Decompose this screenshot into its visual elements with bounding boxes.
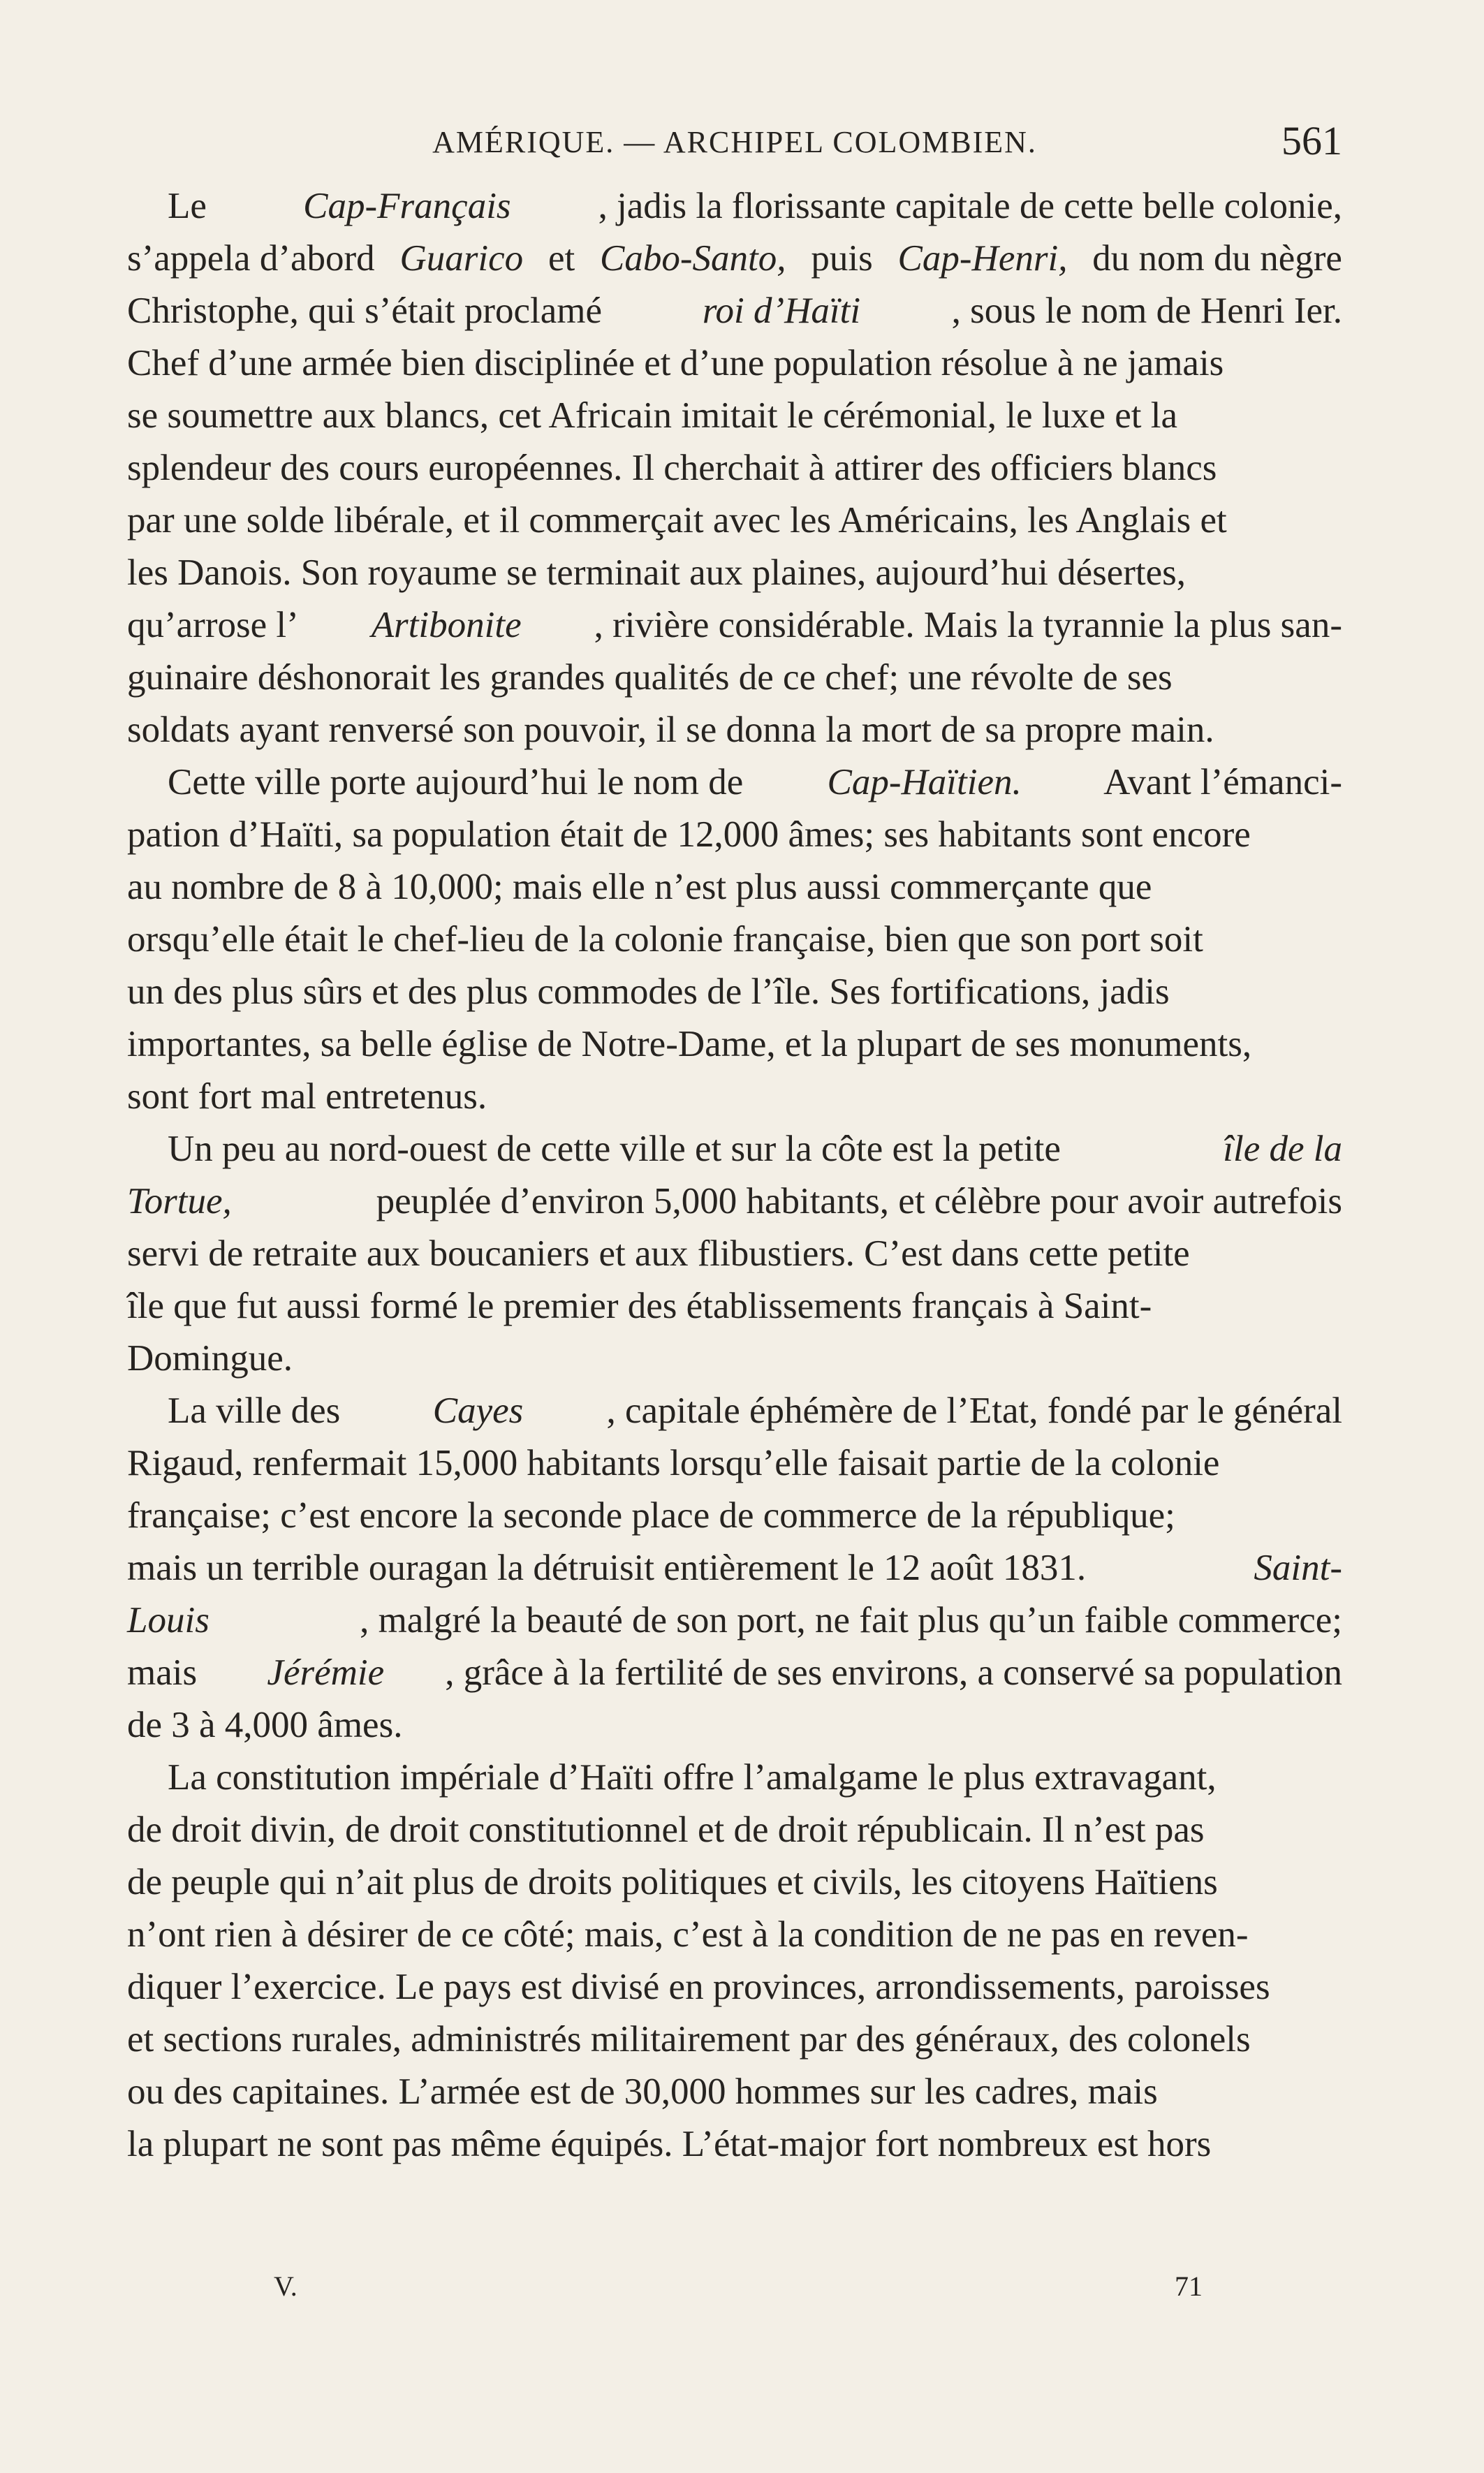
text-segment: Domingue.: [127, 1338, 293, 1379]
text-line: [127, 704, 1342, 756]
text-line: [127, 180, 1342, 233]
text-line: [127, 599, 1342, 652]
text-segment: mais un terrible ouragan la détruisit entièrement le 12 août 1831.: [127, 1548, 1096, 1588]
text-segment: La ville des: [168, 1390, 350, 1431]
text-line: [127, 966, 1342, 1018]
text-segment: du nom du nègre: [1083, 238, 1342, 279]
text-line: [127, 1175, 1342, 1228]
text-line: [127, 233, 1342, 285]
text-segment: par une solde libérale, et il commerçait avec les Américains, les Anglais et: [127, 500, 1227, 541]
text-line: [127, 1228, 1342, 1280]
italic-text: île de la: [1223, 1129, 1342, 1169]
text-segment: qu’arrose l’: [127, 605, 299, 645]
text-segment: ou des capitaines. L’armée est de 30,000 hommes sur les cadres, mais: [127, 2071, 1158, 2112]
text-line: [127, 1071, 1342, 1123]
text-segment: Rigaud, renfermait 15,000 habitants lorsqu’elle faisait partie de la colonie: [127, 1443, 1220, 1483]
text-segment: diquer l’exercice. Le pays est divisé en provinces, arrondissements, paroisses: [127, 1967, 1270, 2007]
italic-text: Saint-: [1254, 1548, 1342, 1588]
text-segment: de peuple qui n’ait plus de droits politiques et civils, les citoyens Haïtiens: [127, 1862, 1218, 1902]
text-line: [127, 1909, 1342, 1961]
text-line: [127, 1699, 1342, 1752]
text-line: [127, 1647, 1342, 1699]
text-segment: , jadis la florissante capitale de cette belle colonie,: [598, 186, 1342, 226]
text-segment: pation d’Haïti, sa population était de 12,000 âmes; ses habitants sont encore: [127, 814, 1251, 855]
text-line: [127, 1804, 1342, 1856]
text-segment: île que fut aussi formé le premier des établissements français à Saint-: [127, 1286, 1152, 1326]
text-segment: orsqu’elle était le chef-lieu de la colonie française, bien que son port soit: [127, 919, 1203, 960]
italic-text: Cap-Haïtien.: [827, 762, 1022, 802]
text-segment: mais: [127, 1652, 207, 1693]
text-line: [127, 1856, 1342, 1909]
text-line: [127, 913, 1342, 966]
text-segment: soldats ayant renversé son pouvoir, il se donna la mort de sa propre main.: [127, 710, 1214, 750]
text-segment: splendeur des cours européennes. Il cherchait à attirer des officiers blancs: [127, 448, 1217, 488]
text-segment: guinaire déshonorait les grandes qualités de ce chef; une révolte de ses: [127, 657, 1173, 698]
text-line: [127, 1385, 1342, 1437]
text-segment: , rivière considérable. Mais la tyrannie la plus san-: [594, 605, 1342, 645]
text-segment: Avant l’émanci-: [1096, 762, 1342, 802]
text-line: [127, 2118, 1342, 2171]
text-segment: de 3 à 4,000 âmes.: [127, 1705, 403, 1745]
text-line: [127, 390, 1342, 442]
signature-mark: V.: [274, 2270, 297, 2302]
italic-text: roi d’Haïti: [702, 291, 861, 331]
italic-text: Tortue,: [127, 1181, 232, 1221]
text-segment: n’ont rien à désirer de ce côté; mais, c’est à la condition de ne pas en reven-: [127, 1914, 1249, 1955]
text-line: [127, 1752, 1342, 1804]
italic-text: Artibonite: [371, 605, 522, 645]
text-segment: et sections rurales, administrés militairement par des généraux, des colonels: [127, 2019, 1251, 2060]
text-line: [127, 1123, 1342, 1175]
text-line: [127, 442, 1342, 494]
running-title: AMÉRIQUE. — ARCHIPEL COLOMBIEN.: [432, 125, 1037, 159]
text-line: [127, 1018, 1342, 1071]
text-segment: Christophe, qui s’était proclamé: [127, 291, 612, 331]
text-segment: peuplée d’environ 5,000 habitants, et célèbre pour avoir autrefois: [367, 1181, 1342, 1221]
text-segment: s’appela d’abord: [127, 238, 384, 279]
text-segment: la plupart ne sont pas même équipés. L’état-major fort nombreux est hors: [127, 2124, 1212, 2164]
text-segment: se soumettre aux blancs, cet Africain imitait le cérémonial, le luxe et la: [127, 395, 1178, 436]
text-segment: Un peu au nord-ouest de cette ville et sur la côte est la petite: [168, 1129, 1071, 1169]
italic-text: Cayes: [432, 1390, 524, 1431]
page-footer: [127, 2270, 1342, 2312]
text-line: [127, 337, 1342, 390]
text-segment: et: [538, 238, 585, 279]
text-line: [127, 494, 1342, 547]
text-segment: puis: [802, 238, 882, 279]
text-line: [127, 1961, 1342, 2013]
text-segment: de droit divin, de droit constitutionnel et de droit républicain. Il n’est pas: [127, 1810, 1205, 1850]
text-segment: française; c’est encore la seconde place de commerce de la république;: [127, 1495, 1175, 1536]
text-segment: un des plus sûrs et des plus commodes de l’île. Ses fortifications, jadis: [127, 971, 1170, 1012]
body-text: [127, 180, 1342, 2171]
italic-text: Louis: [127, 1600, 210, 1641]
text-line: [127, 2013, 1342, 2066]
page-number: 561: [1281, 118, 1342, 163]
text-line: [127, 547, 1342, 599]
folio-number: 71: [1175, 2270, 1203, 2302]
text-line: [127, 1280, 1342, 1333]
text-line: [127, 756, 1342, 809]
italic-text: Cap-Français: [303, 186, 511, 226]
text-segment: La constitution impériale d’Haïti offre l’amalgame le plus extravagant,: [168, 1757, 1217, 1798]
text-segment: Chef d’une armée bien disciplinée et d’une population résolue à ne jamais: [127, 343, 1224, 383]
text-segment: , grâce à la fertilité de ses environs, a conservé sa population: [445, 1652, 1342, 1693]
italic-text: Cap-Henri,: [897, 238, 1068, 279]
text-segment: Cette ville porte aujourd’hui le nom de: [168, 762, 753, 802]
text-line: [127, 861, 1342, 913]
text-segment: les Danois. Son royaume se terminait aux plaines, aujourd’hui désertes,: [127, 552, 1187, 593]
text-line: [127, 1437, 1342, 1490]
italic-text: Jérémie: [267, 1652, 385, 1693]
text-line: [127, 1490, 1342, 1542]
text-line: [127, 652, 1342, 704]
text-segment: au nombre de 8 à 10,000; mais elle n’est plus aussi commerçante que: [127, 867, 1152, 907]
italic-text: Guarico: [399, 238, 524, 279]
text-line: [127, 2066, 1342, 2118]
text-line: [127, 1542, 1342, 1594]
text-segment: importantes, sa belle église de Notre-Dame, et la plupart de ses monuments,: [127, 1024, 1252, 1064]
text-segment: servi de retraite aux boucaniers et aux flibustiers. C’est dans cette petite: [127, 1233, 1190, 1274]
text-segment: Le: [168, 186, 216, 226]
text-line: [127, 809, 1342, 861]
text-line: [127, 285, 1342, 337]
text-line: [127, 1594, 1342, 1647]
text-segment: sont fort mal entretenus.: [127, 1076, 487, 1117]
page-header: [127, 117, 1342, 180]
italic-text: Cabo-Santo,: [600, 238, 786, 279]
text-segment: , malgré la beauté de son port, ne fait plus qu’un faible commerce;: [360, 1600, 1342, 1641]
text-segment: , capitale éphémère de l’Etat, fondé par le général: [606, 1390, 1342, 1431]
text-segment: , sous le nom de Henri Ier.: [951, 291, 1342, 331]
text-line: [127, 1333, 1342, 1385]
